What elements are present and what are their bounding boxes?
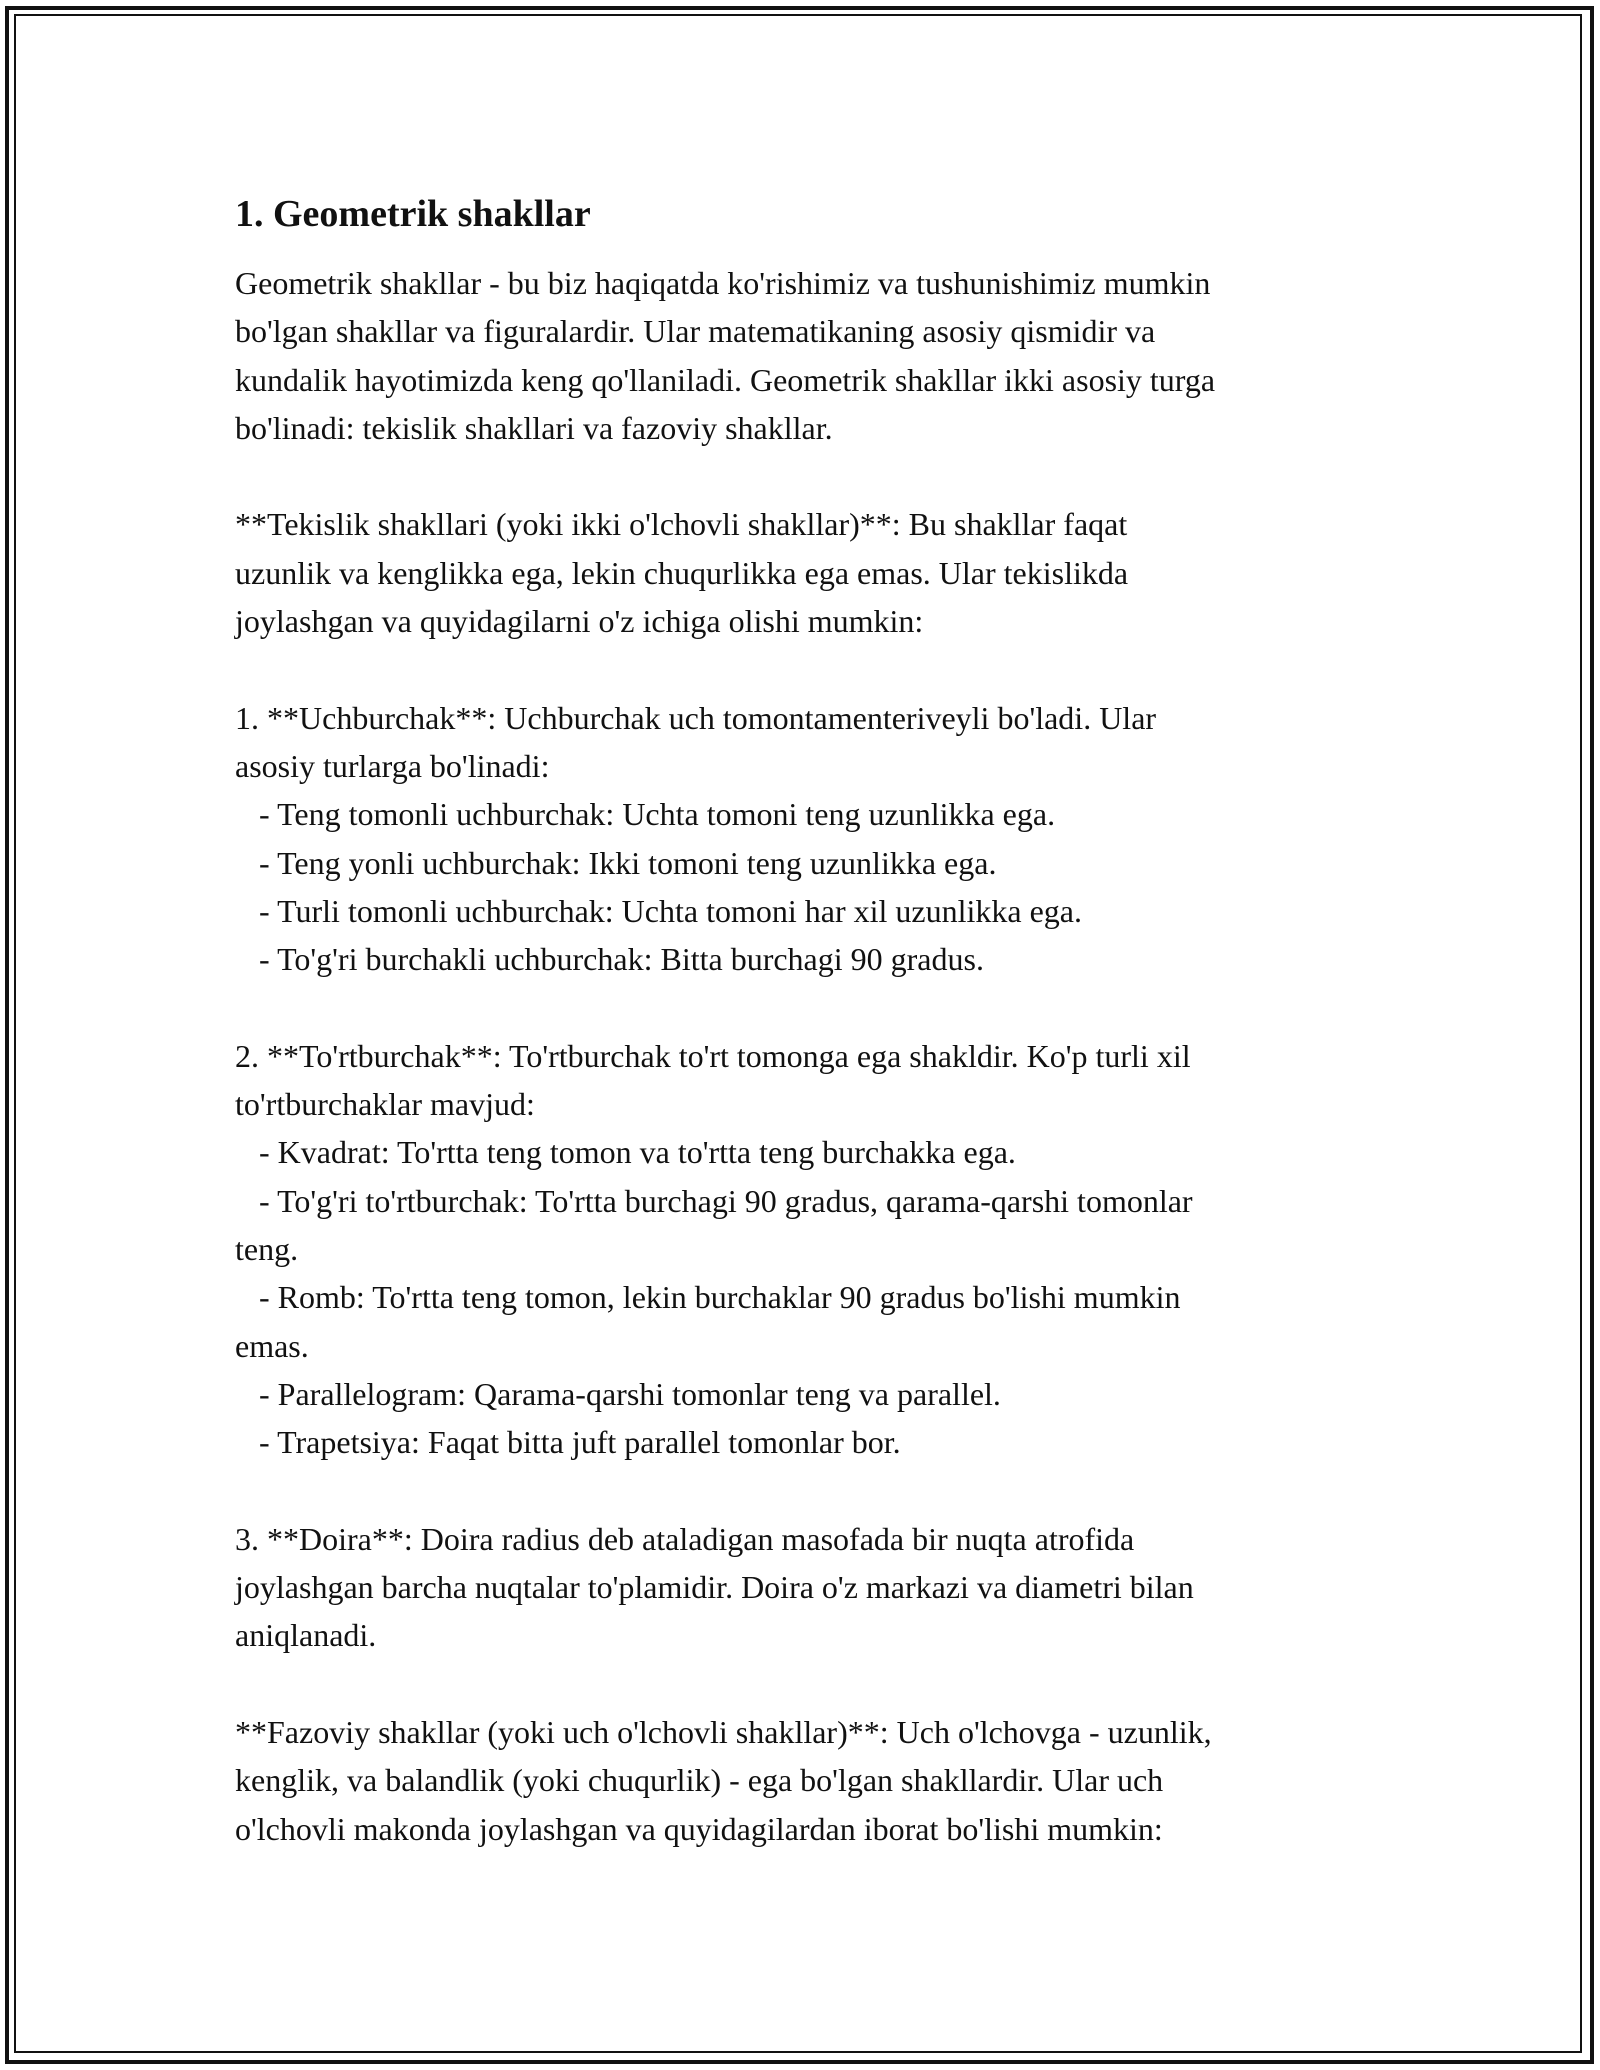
text-line: uzunlik va kenglikka ega, lekin chuqurlikka ega emas. Ular tekislikda [235,554,1129,591]
text-line: 2. **To'rtburchak**: To'rtburchak to'rt tomonga ega shakldir. Ko'p turli xil [235,1037,1191,1074]
blank-line [235,1660,1370,1708]
text-line: kundalik hayotimizda keng qo'llaniladi. Geometrik shakllar ikki asosiy turga [235,361,1216,398]
text-line: emas. [235,1327,309,1364]
text-line: 1. **Uchburchak**: Uchburchak uch tomontamenteriveyli bo'ladi. Ular [235,699,1157,736]
text-line: kenglik, va balandlik (yoki chuqurlik) - ega bo'lgan shakllardir. Ular uch [235,1762,1164,1799]
blank-line [235,452,1370,500]
blank-line [235,983,1370,1031]
list-item: - Turli tomonli uchburchak: Uchta tomoni har xil uzunlikka ega. [235,892,1082,929]
list-item: - Parallelogram: Qarama-qarshi tomonlar teng va parallel. [235,1375,1001,1412]
text-line: to'rtburchaklar mavjud: [235,1086,535,1123]
text-line: bo'lgan shakllar va figuralardir. Ular matematikaning asosiy qismidir va [235,313,1156,350]
text-line: joylashgan barcha nuqtalar to'plamidir. Doira o'z markazi va diametri bilan [235,1569,1194,1606]
text-line: asosiy turlarga bo'linadi: [235,747,550,784]
text-line: o'lchovli makonda joylashgan va quyidagilardan iborat bo'lishi mumkin: [235,1810,1163,1847]
text-line: Geometrik shakllar - bu biz haqiqatda ko'rishimiz va tushunishimiz mumkin [235,265,1211,301]
text-line: **Tekislik shakllari (yoki ikki o'lchovli shakllar)**: Bu shakllar faqat [235,506,1128,543]
text-lines [235,259,1370,1853]
blank-line [235,1466,1370,1514]
list-item: - Romb: To'rtta teng tomon, lekin burchaklar 90 gradus bo'lishi mumkin [235,1279,1181,1316]
list-item: - Trapetsiya: Faqat bitta juft parallel tomonlar bor. [235,1424,901,1461]
text-line: aniqlanadi. [235,1617,377,1654]
text-line: joylashgan va quyidagilarni o'z ichiga olishi mumkin: [235,603,924,640]
section-heading: 1. Geometrik shakllar [235,193,591,235]
text-line: bo'linadi: tekislik shakllari va fazoviy shakllar. [235,409,833,446]
list-item: - To'g'ri to'rtburchak: To'rtta burchagi 90 gradus, qarama-qarshi tomonlar [235,1182,1193,1219]
list-item: - Teng tomonli uchburchak: Uchta tomoni teng uzunlikka ega. [235,796,1056,833]
list-item: - Kvadrat: To'rtta teng tomon va to'rtta teng burchakka ega. [235,1134,1016,1171]
list-item: - Teng yonli uchburchak: Ikki tomoni teng uzunlikka ega. [235,844,997,881]
list-item: - To'g'ri burchakli uchburchak: Bitta burchagi 90 gradus. [235,941,984,978]
blank-line [235,645,1370,693]
text-line: teng. [235,1230,299,1267]
text-line: **Fazoviy shakllar (yoki uch o'lchovli shakllar)**: Uch o'lchovga - uzunlik, [235,1713,1212,1750]
text-line: 3. **Doira**: Doira radius deb ataladigan masofada bir nuqta atrofida [235,1520,1135,1557]
document-body [235,182,1370,1853]
